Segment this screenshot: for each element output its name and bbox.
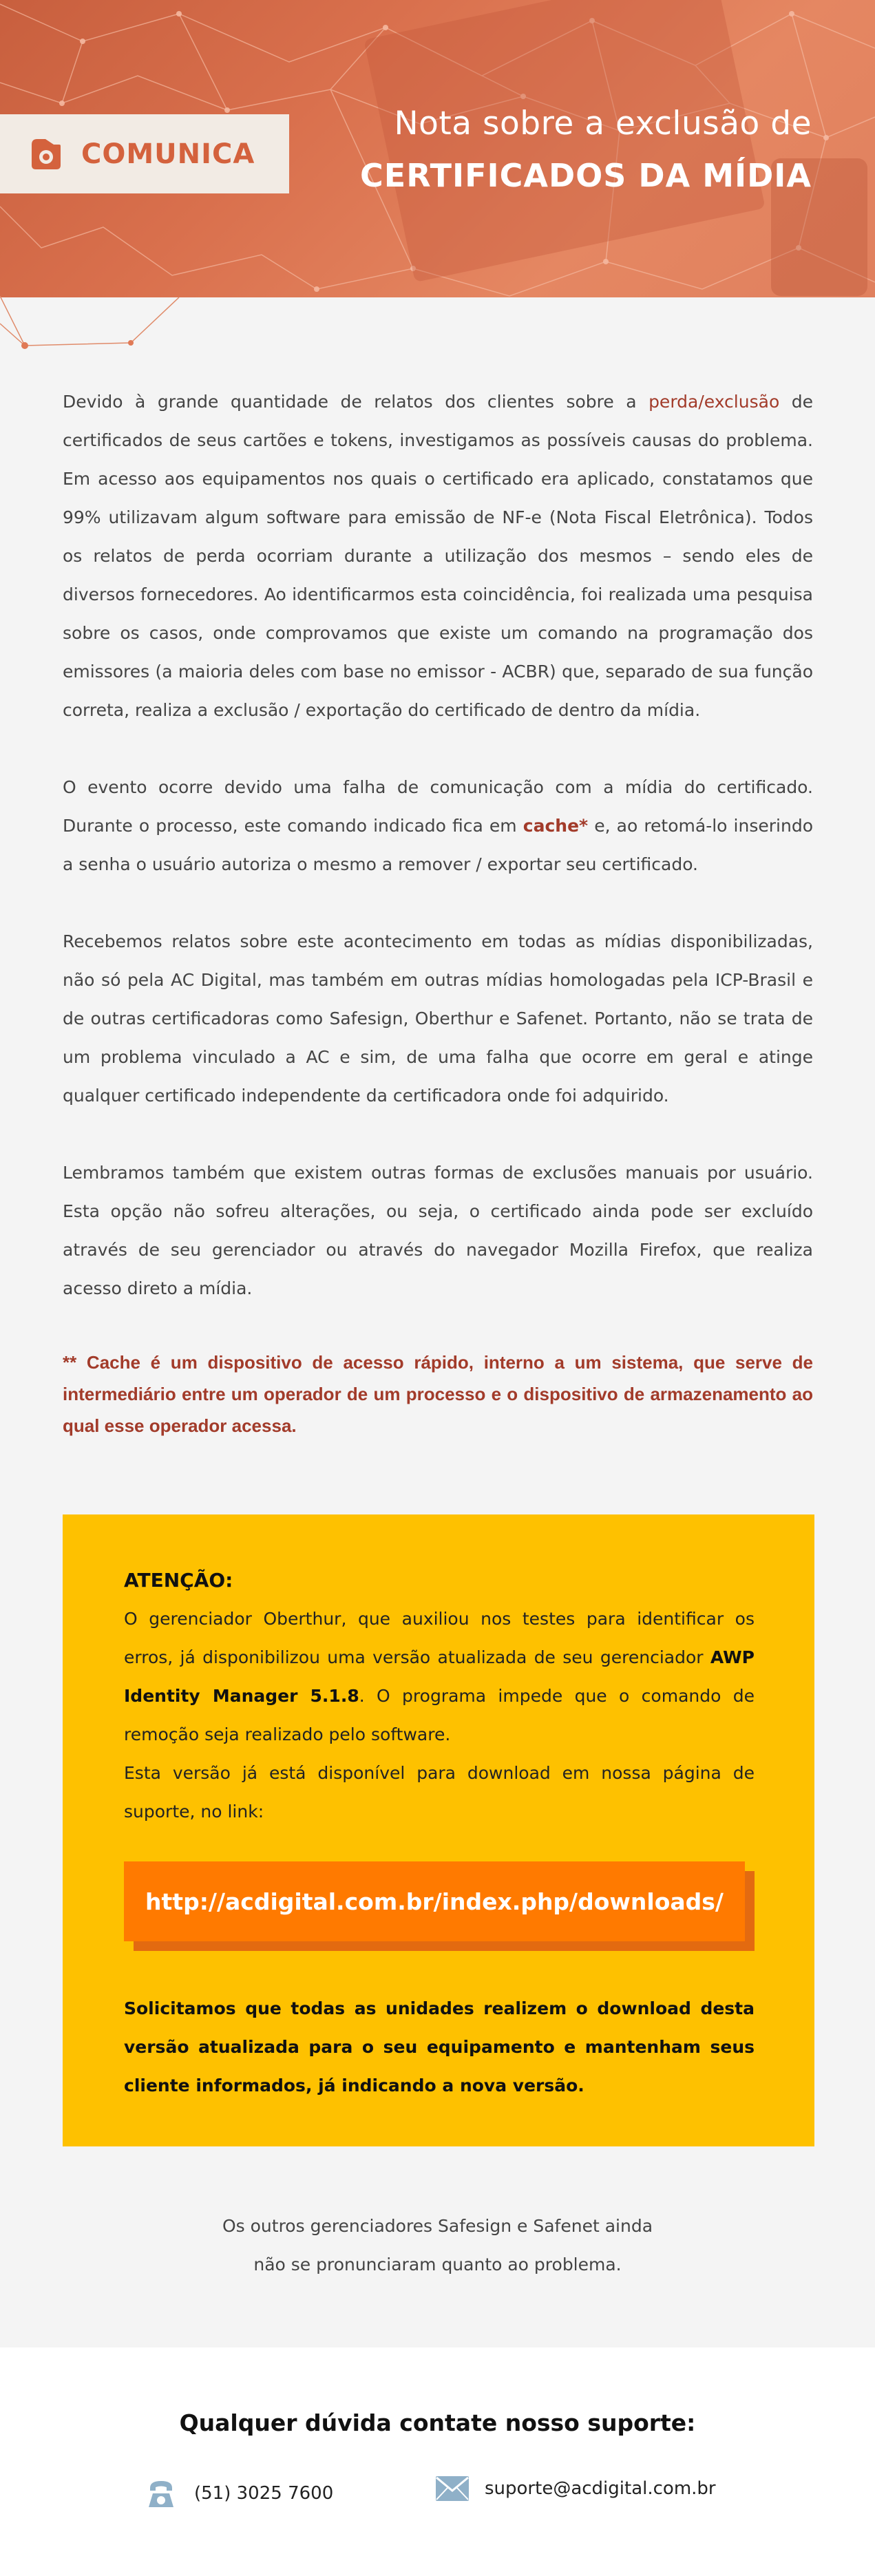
attention-content [124,1561,755,1831]
attention-text-a: O gerenciador Oberthur, que auxiliou nos testes para identificar os erros, já disponibilizou uma versão atualizada de seu gerenciador [124,1609,755,1667]
support-footer [0,2347,875,2576]
header-banner [0,0,875,297]
paragraph-1-text-b: de certificados de seus cartões e tokens, investigamos as possíveis causas do problema. Em acesso aos equipamentos nos quais o certificado era aplicado, constatamos que 99% utilizavam algum software para emissão de NF-e (Nota Fiscal Eletrônica). Todos os relatos de perda ocorriam durante a utilização dos mesmos – sendo eles de diversos fornecedores. Ao identificarmos esta coincidência, foi realizada uma pesquisa sobre os casos, onde comprovamos que existe um comando na programação dos emissores (a maioria deles com base no emissor - ACBR) que, separado de sua função correta, realiza a exclusão / exportação do certificado de dentro da mídia. [63,392,813,720]
page-title-line1: Nota sobre a exclusão de [394,105,812,142]
paragraph-3: Recebemos relatos sobre este acontecimento em todas as mídias disponibilizadas, não só pela AC Digital, mas também em outras mídias homologadas pela ICP-Brasil e de outras certificadoras como Safesign, Oberthur e Safenet. Portanto, não se trata de um problema vinculado a AC e sim, de uma falha que ocorre em geral e atinge qualquer certificado independente da certificadora onde foi adquirido. [63,931,813,1106]
comunica-logo-icon [26,135,65,173]
phone-icon [143,2475,179,2511]
paragraph-2 [63,768,813,884]
paragraph-4: Lembramos também que existem outras formas de exclusões manuais por usuário. Esta opção não sofreu alterações, ou seja, o certificado ainda pode ser excluído através de seu gerenciador ou através do navegador Mozilla Firefox, que realiza acesso direto a mídia. [63,1163,813,1298]
attention-text [124,1600,755,1754]
cache-footnote: ** Cache é um dispositivo de acesso rápido, interno a um sistema, que serve de intermediário entre um operador de um processo e o dispositivo de armazenamento ao qual esse operador acessa. [63,1352,813,1436]
paragraph-1-text-a: Devido à grande quantidade de relatos dos clientes sobre a [63,392,649,412]
article-body [63,383,813,1347]
software-name: AWP Identity Manager 5.1.8 [124,1647,755,1706]
other-managers-line1: Os outros gerenciadores Safesign e Safenet ainda [222,2216,653,2236]
envelope-icon [435,2475,470,2502]
attention-download-info: Esta versão já está disponível para download em nossa página de suporte, no link: [124,1763,755,1822]
brand-logo [0,114,289,193]
other-managers-note [0,2207,875,2284]
paragraph-2-text-b: e, ao retomá-lo inserindo a senha o usuário autoriza o mesmo a remover / exportar seu certificado. [63,816,813,874]
paragraph-1 [63,383,813,730]
attention-box [63,1514,814,2146]
attention-title: ATENÇÃO: [124,1569,233,1592]
highlight-perda-exclusao: perda/exclusão [649,392,780,412]
phone-number: (51) 3025 7600 [194,2483,334,2504]
phone-contact[interactable] [143,2475,333,2511]
download-link-wrapper [124,1861,755,1951]
download-link-button[interactable]: http://acdigital.com.br/index.php/downloads/ [124,1861,745,1941]
support-title: Qualquer dúvida contate nosso suporte: [179,2409,696,2436]
attention-text-b: . O programa impede que o comando de remoção seja realizado pelo software. [124,1686,755,1744]
highlight-cache: cache* [523,816,589,836]
email-contact[interactable] [435,2475,716,2502]
paragraph-2-text-a: O evento ocorre devido uma falha de comunicação com a mídia do certificado. Durante o processo, este comando indicado fica em [63,777,813,836]
attention-closing: Solicitamos que todas as unidades realizem o download desta versão atualizada para o seu equipamento e mantenham seus cliente informados, já indicando a nova versão. [124,1998,755,2095]
page-title-line2: CERTIFICADOS DA MÍDIA [360,157,812,194]
brand-name: COMUNICA [81,138,255,170]
other-managers-line2: não se pronunciaram quanto ao problema. [253,2255,622,2274]
corner-network-decoration [0,296,207,358]
email-address: suporte@acdigital.com.br [485,2478,716,2499]
